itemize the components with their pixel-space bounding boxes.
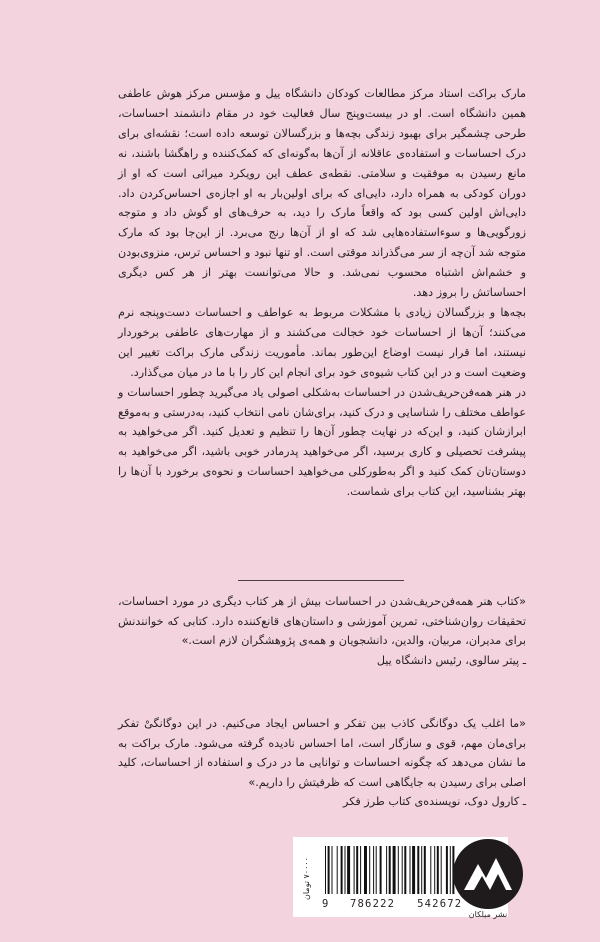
quote-attribution: ـ کارول دوک، نویسنده‌ی کتاب طرز فکر [343,795,526,808]
isbn-digit-group: 786222 [350,898,396,910]
blurb-paragraph: مارک براکت استاد مرکز مطالعات کودکان دانشگاه ییل و مؤسس مرکز هوش عاطفی همین دانشگاه است. او در بیست‌وپنج سال فعالیت خود در مقام دانشمند احساسات، طرحی چشمگیر برای بهبود زندگی بچه‌ها و بزرگسالان توسعه داده است؛ نقشه‌ای برای درک احساسات و استفاده‌ی عاقلانه از آن‌ها به‌گونه‌ای که کمک‌کننده و راهگشا باشند، نه مانع رسیدن به موفقیت و سلامتی. نقطه‌ی عطف این رویکرد میراثی است که او از دوران کودکی به همراه دارد، دایی‌ای که برای اولین‌بار به او اجازه‌ی احساس‌کردن داد. دایی‌اش اولین کسی بود که واقعاً مارک را دید، به حرف‌های او گوش داد و متوجه زورگویی‌ها و سوءاستفاده‌هایی شد که او از آن‌ها رنج می‌برد. از این‌جا بود که مارک متوجه شد آن‌چه از سر می‌گذراند موقتی است. او تنها نبود و احساس ترس، منزوی‌بودن و خشم‌اش اشتباه محسوب نمی‌شد. و حالا می‌توانست بهتر از هر کس دیگری احساساتش را بروز دهد. [118,87,526,300]
endorsement-quote [118,714,526,812]
quote-attribution: ـ پیتر سالوی، رئیس دانشگاه ییل [376,653,526,667]
section-divider [238,580,404,581]
isbn-prefix-digit: 9 [322,898,329,910]
endorsement-quote [118,592,526,670]
quote-text: «ما اغلب یک دوگانگی کاذب بین تفکر و احساس ایجاد می‌کنیم. در این دوگانگیْ تفکر برای‌مان مهم، قوی و سازگار است، اما احساس نادیده گرفته می‌شود. مارک براکت به ما نشان می‌دهد که چگونه احساسات و توانایی ما در درک و استفاده از احساسات، کلید اصلی برای رسیدن به جایگاهی است که ظرفیتش را داریم.» [118,717,526,789]
publisher-name: نشر میلکان [468,910,508,919]
quote-text: «کتاب هنر همه‌فن‌حریف‌شدن در احساسات بیش از هر کتاب دیگری در مورد احساسات، تحقیقات روان‌شناختی، تمرین آموزشی و داستان‌های قانع‌کننده دارد. کتابی که خوانندنش برای مدیران، مربیان، والدین، دانشجویان و همه‌ی پژوهشگران لازم است.» [118,595,526,647]
price-label: ۷۰۰۰۰ تومان [302,857,311,901]
blurb-paragraph: بچه‌ها و بزرگسالان زیادی با مشکلات مربوط به عواطف و احساسات دست‌وپنجه نرم می‌کنند؛ آن‌ها از احساسات خود خجالت می‌کشند و از مهارت‌های عاطفی برخوردار نیستند، اما قرار نیست اوضاع این‌طور بماند. مأموریت زندگی مارک براکت تغییر این وضعیت است و در این کتاب شیوه‌ی خود برای انجام این کار را با ما در میان می‌گذارد. [118,305,526,379]
isbn-digit-group: 542672 [417,898,463,910]
mountain-peaks-icon [452,838,524,910]
blurb-paragraph: در هنر همه‌فن‌حریف‌شدن در احساسات به‌شکلی اصولی یاد می‌گیرید چطور احساسات و عواطف مختلف را شناسایی و درک کنید، برای‌شان نامی انتخاب کنید، به‌درستی و به‌موقع ابرازشان کنید، و این‌که در نهایت چطور آن‌ها را تنظیم و تعدیل کنید. اگر می‌خواهید به پیشرفت تحصیلی و کاری برسید، اگر می‌خواهید پدرمادر خوبی باشید، اگر می‌خواهید به دوستان‌تان کمک کنید و اگر به‌طورکلی می‌خواهید احساسات و نحوه‌ی برخورد با آن‌ها را بهتر بشناسید، این کتاب برای شماست. [118,385,526,499]
blurb-text [118,84,526,502]
